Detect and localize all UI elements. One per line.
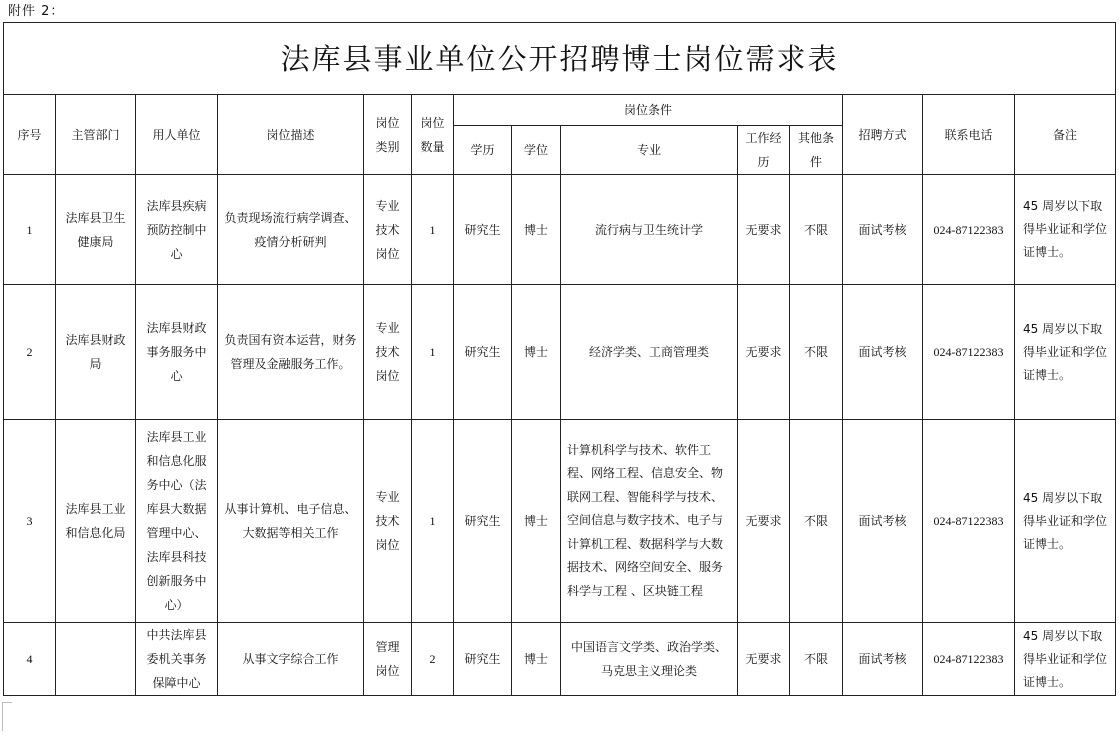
row-degree: 博士	[512, 623, 561, 696]
header-desc: 岗位描述	[218, 95, 364, 175]
row-major	[561, 420, 738, 623]
row-education: 研究生	[454, 285, 512, 420]
row-experience: 无要求	[738, 285, 790, 420]
row-degree: 博士	[512, 175, 561, 285]
row-remark	[1015, 420, 1116, 623]
row-remark-text: 45 周岁以下取得毕业证和学位证博士。	[1023, 199, 1108, 259]
header-experience	[738, 126, 790, 175]
row-remark-text: 45 周岁以下取得毕业证和学位证博士。	[1023, 321, 1108, 382]
row-method: 面试考核	[843, 623, 923, 696]
row-desc-text: 负责国有资本运营，财务管理及金融服务工作。	[224, 333, 357, 371]
row-education: 研究生	[454, 175, 512, 285]
row-experience: 无要求	[738, 623, 790, 696]
row-major-text: 中国语言文学类、政治学类、马克思主义理论类	[570, 640, 727, 678]
row-other: 不限	[790, 420, 843, 623]
row-category	[364, 623, 412, 696]
row-category-text: 管理岗位	[375, 640, 400, 678]
header-conditions: 岗位条件	[454, 95, 843, 126]
row-phone: 024-87122383	[923, 175, 1015, 285]
row-category	[364, 285, 412, 420]
row-desc	[218, 420, 364, 623]
header-row-1	[4, 95, 1116, 126]
row-category-text: 专业技术岗位	[375, 321, 400, 383]
row-category-text: 专业技术岗位	[375, 490, 400, 552]
title-row	[4, 23, 1116, 95]
row-category-text: 专业技术岗位	[375, 198, 400, 261]
row-education: 研究生	[454, 420, 512, 623]
row-dept	[56, 623, 136, 696]
header-seq: 序号	[4, 95, 56, 175]
row-dept-text: 法库县工业和信息化局	[65, 502, 126, 540]
row-count: 1	[412, 285, 454, 420]
row-dept	[56, 285, 136, 420]
row-desc	[218, 175, 364, 285]
row-experience: 无要求	[738, 175, 790, 285]
header-dept: 主管部门	[56, 95, 136, 175]
row-experience: 无要求	[738, 420, 790, 623]
row-education: 研究生	[454, 623, 512, 696]
row-unit-text: 法库县工业和信息化服务中心（法库县大数据管理中心、法库县科技创新服务中心）	[146, 430, 207, 612]
row-count: 1	[412, 175, 454, 285]
header-count	[412, 95, 454, 175]
header-phone: 联系电话	[923, 95, 1015, 175]
row-unit	[136, 175, 218, 285]
row-phone: 024-87122383	[923, 623, 1015, 696]
header-experience-text: 工作经历	[745, 131, 782, 169]
row-remark	[1015, 623, 1116, 696]
row-degree: 博士	[512, 285, 561, 420]
row-seq: 4	[4, 623, 56, 696]
header-unit: 用人单位	[136, 95, 218, 175]
header-other-text: 其他条件	[797, 131, 834, 169]
row-method: 面试考核	[843, 420, 923, 623]
row-phone: 024-87122383	[923, 420, 1015, 623]
table-row	[4, 285, 1116, 420]
header-education: 学历	[454, 126, 512, 175]
header-major: 专业	[561, 126, 738, 175]
row-unit	[136, 623, 218, 696]
row-degree: 博士	[512, 420, 561, 623]
row-seq: 1	[4, 175, 56, 285]
row-unit-text: 法库县疾病预防控制中心	[146, 198, 207, 261]
row-unit	[136, 420, 218, 623]
row-dept-text: 法库县财政局	[65, 333, 126, 371]
row-remark	[1015, 285, 1116, 420]
row-seq: 3	[4, 420, 56, 623]
row-unit	[136, 285, 218, 420]
header-method: 招聘方式	[843, 95, 923, 175]
row-major-text: 经济学类、工商管理类	[588, 345, 709, 359]
row-other: 不限	[790, 285, 843, 420]
row-major-text: 计算机科学与技术、软件工程、网络工程、信息安全、物联网工程、智能科学与技术、空间信息与数字技术、电子与计算机工程、数据科学与大数据技术、网络空间安全、服务科学与工程 、区块链工程	[567, 442, 724, 598]
table-row	[4, 623, 1116, 696]
header-other	[790, 126, 843, 175]
header-category	[364, 95, 412, 175]
header-count-text: 岗位数量	[420, 115, 445, 154]
table-row	[4, 420, 1116, 623]
attachment-label: 附件 2：	[8, 4, 65, 19]
table-title: 法库县事业单位公开招聘博士岗位需求表	[4, 23, 1116, 95]
header-category-text: 岗位类别	[375, 115, 400, 154]
header-degree: 学位	[512, 126, 561, 175]
row-count: 2	[412, 623, 454, 696]
row-unit-text: 中共法库县委机关事务保障中心	[146, 628, 207, 690]
recruitment-table-container	[3, 22, 1115, 696]
row-major	[561, 623, 738, 696]
row-category	[364, 175, 412, 285]
row-desc-text: 负责现场流行病学调查、疫情分析研判	[224, 210, 357, 249]
row-phone: 024-87122383	[923, 285, 1015, 420]
row-remark-text: 45 周岁以下取得毕业证和学位证博士。	[1023, 628, 1108, 689]
row-method: 面试考核	[843, 175, 923, 285]
row-dept	[56, 420, 136, 623]
row-unit-text: 法库县财政事务服务中心	[146, 321, 207, 383]
row-seq: 2	[4, 285, 56, 420]
row-desc-text: 从事文字综合工作	[242, 652, 339, 666]
row-method: 面试考核	[843, 285, 923, 420]
row-desc-text: 从事计算机、电子信息、大数据等相关工作	[224, 502, 357, 540]
recruitment-table	[3, 22, 1116, 696]
page-corner-mark	[2, 702, 12, 731]
row-desc	[218, 285, 364, 420]
table-row	[4, 175, 1116, 285]
row-count: 1	[412, 420, 454, 623]
row-category	[364, 420, 412, 623]
row-remark	[1015, 175, 1116, 285]
row-dept-text: 法库县卫生健康局	[65, 210, 126, 249]
row-major-text: 流行病与卫生统计学	[594, 222, 703, 237]
row-major	[561, 175, 738, 285]
row-dept	[56, 175, 136, 285]
row-other: 不限	[790, 175, 843, 285]
row-remark-text: 45 周岁以下取得毕业证和学位证博士。	[1023, 490, 1108, 551]
row-desc	[218, 623, 364, 696]
row-major	[561, 285, 738, 420]
row-other: 不限	[790, 623, 843, 696]
header-remark: 备注	[1015, 95, 1116, 175]
